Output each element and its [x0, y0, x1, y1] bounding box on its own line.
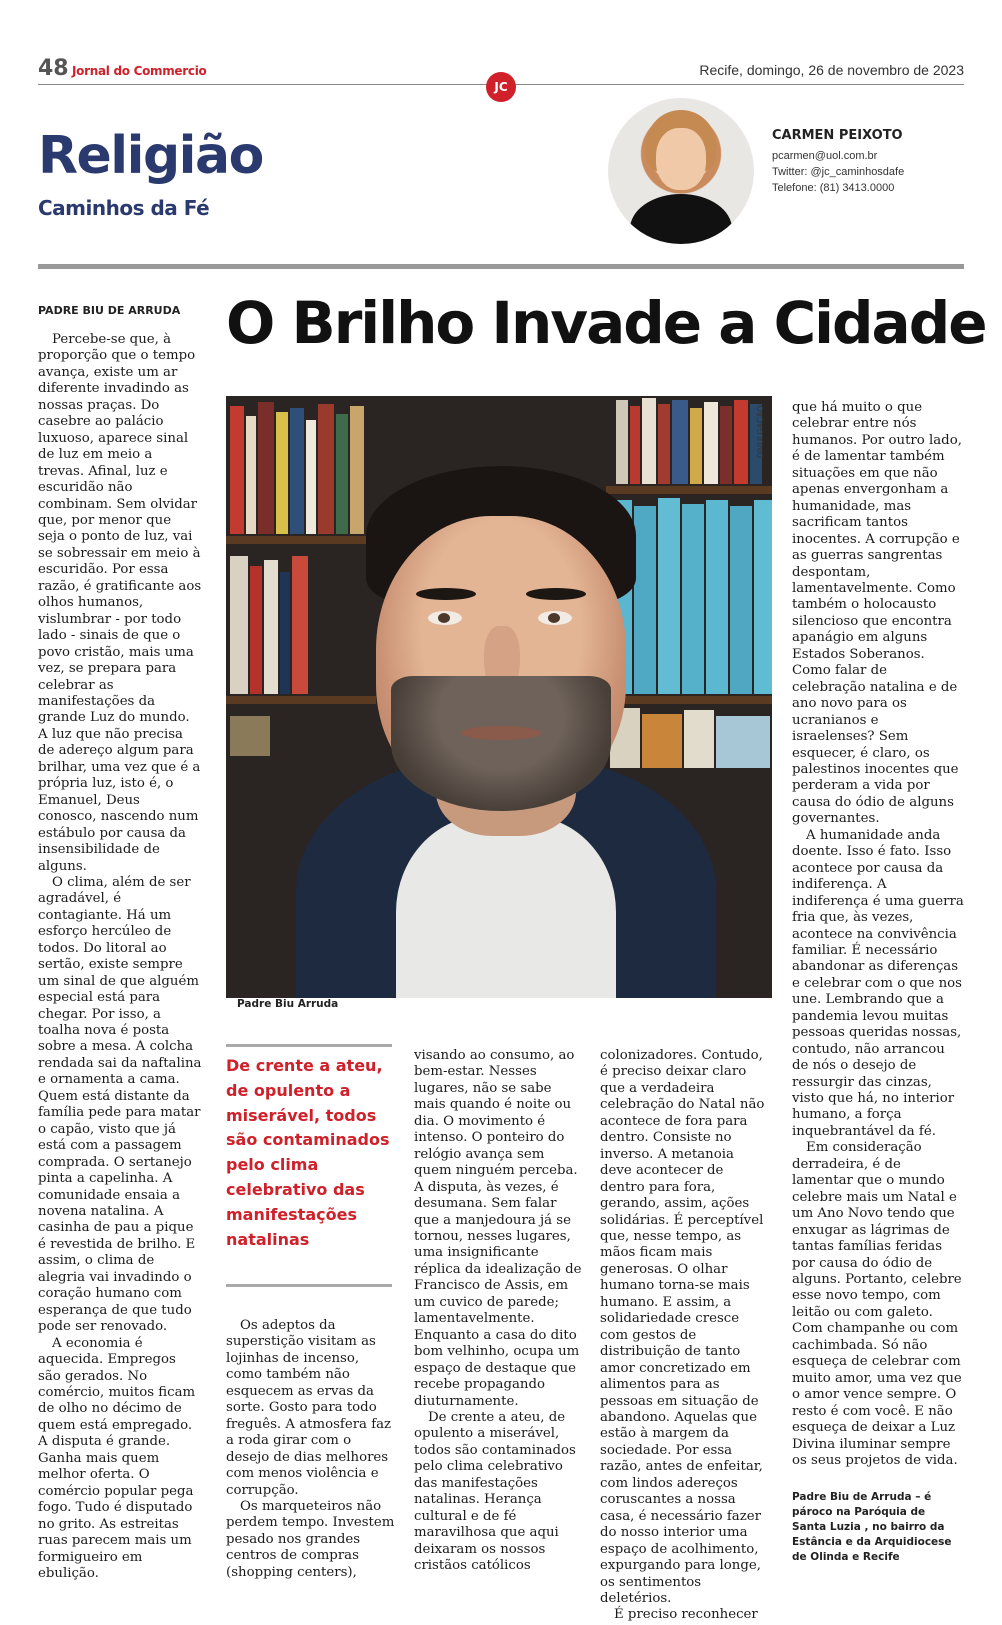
article-byline: PADRE BIU DE ARRUDA	[38, 304, 181, 317]
columnist-email: pcarmen@uol.com.br	[772, 150, 878, 162]
paragraph: colonizadores. Contudo, é preciso deixar claro que a verdadeira celebração do Natal não acontece de fora para dentro. Consiste no inverso. A metanoia deve acontecer de dentro para fora, gerando, assim, ações solidárias. É perceptível que, nesse tempo, as mãos ficam mais generosas. O olhar humano torna-se mais humano. E assim, a solidariedade cresce com gestos de distribuição de tanto amor concretizado em alimentos para as pessoas em situação de abandono. Aquelas que estão à margem da sociedade. Por essa razão, antes de enfeitar, com lindos adereços coruscantes a nossa casa, é necessário fazer do nosso interior uma espaço de acolhimento, expurgando para longe, os sentimentos deletérios.	[600, 1048, 765, 1606]
date-line: Recife, domingo, 26 de novembro de 2023	[699, 62, 964, 78]
paragraph: De crente a ateu, de opulento a miserável, todos são contaminados pelo clima celebrativo das manifestações natalinas. Herança cultural e de fé maravilhosa que aqui deixaram os nossos cristãos católicos	[414, 1409, 576, 1574]
article-column-2	[226, 1318, 396, 1581]
paragraph: Os marqueteiros não perdem tempo. Investem pesado nos grandes centros de compras (shopping centers),	[226, 1498, 395, 1580]
article-headline: O Brilho Invade a Cidade	[226, 289, 986, 357]
article-column-5	[792, 400, 964, 1469]
paragraph: que há muito o que celebrar entre nós humanos. Por outro lado, é de lamentar também situações em que não apenas envergonham a humanidade, mas sacrificam tantos inocentes. A corrupção e as guerras sangrentas despontam, lamentavelmente. Como também o holocausto silencioso que encontra apanágio em alguns Estados Soberanos. Como falar de celebração natalina e de ano novo para os ucranianos e israelenses? Sem esquecer, é claro, os palestinos inocentes que perderam a vida por causa do ódio de alguns governantes.	[792, 400, 962, 827]
masthead: Jornal do Commercio	[72, 64, 207, 78]
paragraph: Os adeptos da superstição visitam as lojinhas de incenso, como também não esquecem as ervas da sorte. Gosto para todo freguês. A atmosfera faz a roda girar com o desejo de dias melhores com menos violência e corrupção.	[226, 1318, 392, 1498]
pull-quote-rule-top	[226, 1044, 392, 1047]
paragraph: Em consideração derradeira, é de lamentar que o mundo celebre mais um Natal e um Ano Novo tendo que enxugar as lágrimas de tantas famílias feridas por causa do ódio de alguns. Portanto, celebre esse novo tempo, com leitão ou com galeto. Com champanhe ou com cachimbada. Só não esqueça de celebrar com muito amor, uma vez que o amor vence sempre. O resto é com você. E não esqueça de deixar a Luz Divina iluminar sempre os seus projetos de vida.	[792, 1140, 962, 1468]
photo-credit: DIVULGAÇÃO	[756, 405, 765, 458]
columnist-photo	[608, 98, 754, 244]
section-title: Religião	[38, 126, 263, 186]
paragraph: A humanidade anda doente. Isso é fato. Isso acontece por causa da indiferença. A indiferença é uma guerra fria que, às vezes, acontece na convivência familiar. É necessário abandonar as diferenças e celebrar com o que nos une. Lembrando que a pandemia levou muitas pessoas queridas nossas, contudo, não arrancou de nós o desejo de ressurgir das cinzas, visto que há, no interior humano, a força inquebrantável da fé.	[792, 827, 964, 1139]
article-column-4	[600, 1048, 768, 1624]
article-column-1	[38, 332, 202, 1582]
paragraph: Percebe-se que, à proporção que o tempo avança, existe um ar diferente invadindo as nossas praças. Do casebre ao palácio luxuoso, aparece sinal de luz em meio a trevas. Afinal, luz e escuridão não combinam. Sem olvidar que, por menor que seja o ponto de luz, vai se sobressair em meio à escuridão. Por essa razão, é gratificante aos olhos humanos, vislumbrar - por todo lado - sinais de que o povo cristão, mais uma vez, se prepara para celebrar as manifestações da grande Luz do mundo. A luz que não precisa de adereço algum para brilhar, uma vez que é a própria luz, isto é, o Emanuel, Deus conosco, nascendo num estábulo por causa da insensibilidade de alguns.	[38, 332, 202, 874]
page-number: 48	[38, 56, 69, 81]
columnist-phone: Telefone: (81) 3413.0000	[772, 182, 895, 194]
jc-logo-icon: JC	[486, 72, 516, 102]
paragraph: O clima, além de ser agradável, é contagiante. Há um esforço hercúleo de todos. Do litoral ao sertão, existe sempre um sinal de que alguém especial está para chegar. Por isso, a toalha nova é posta sobre a mesa. A colcha rendada sai da naftalina e ornamenta a cama. Quem está distante da família pede para matar o capão, visto que já está com a passagem comprada. O sertanejo pinta a capelinha. A comunidade ensaia a novena natalina. A casinha de pau a pique é revestida de brilho. E assim, o clima de alegria vai invadindo o coração humano com esperança de que tudo pode ser renovado.	[38, 874, 202, 1335]
paragraph: visando ao consumo, ao bem-estar. Nesses lugares, não se sabe mais quando é noite ou dia. O movimento é intenso. O ponteiro do relógio avança sem quem ninguém perceba. A disputa, às vezes, é desumana. Sem falar que a manjedoura já se tornou, nesses lugares, uma insignificante réplica da idealização de Francisco de Assis, em um cuvico de parede; lamentavelmente. Enquanto a casa do dito bom velhinho, ocupa um espaço de destaque que recebe propagando diuturnamente.	[414, 1048, 582, 1409]
paragraph: A economia é aquecida. Empregos são gerados. No comércio, muitos ficam de olho no décimo de quem está empregado. A disputa é grande. Ganha mais quem melhor oferta. O comércio popular pega fogo. Tudo é disputado no grito. As estreitas ruas parecem mais um formigueiro em ebulição.	[38, 1335, 196, 1581]
section-divider	[38, 264, 964, 269]
columnist-twitter: Twitter: @jc_caminhosdafe	[772, 166, 905, 178]
section-subtitle: Caminhos da Fé	[38, 196, 210, 220]
paragraph: É preciso reconhecer	[614, 1607, 758, 1623]
article-photo	[226, 396, 772, 998]
columnist-name: CARMEN PEIXOTO	[772, 128, 903, 143]
photo-caption: Padre Biu Arruda	[237, 998, 339, 1010]
pull-quote: De crente a ateu, de opulento a miserável, todos são contaminados pelo clima celebrativo das manifestações natalinas	[226, 1056, 390, 1249]
author-bio: Padre Biu de Arruda – é pároco na Paróquia de Santa Luzia , no bairro da Estância e da Arquidiocese de Olinda e Recife	[792, 1491, 952, 1563]
pull-quote-rule-bottom	[226, 1284, 392, 1287]
article-column-3	[414, 1048, 582, 1575]
